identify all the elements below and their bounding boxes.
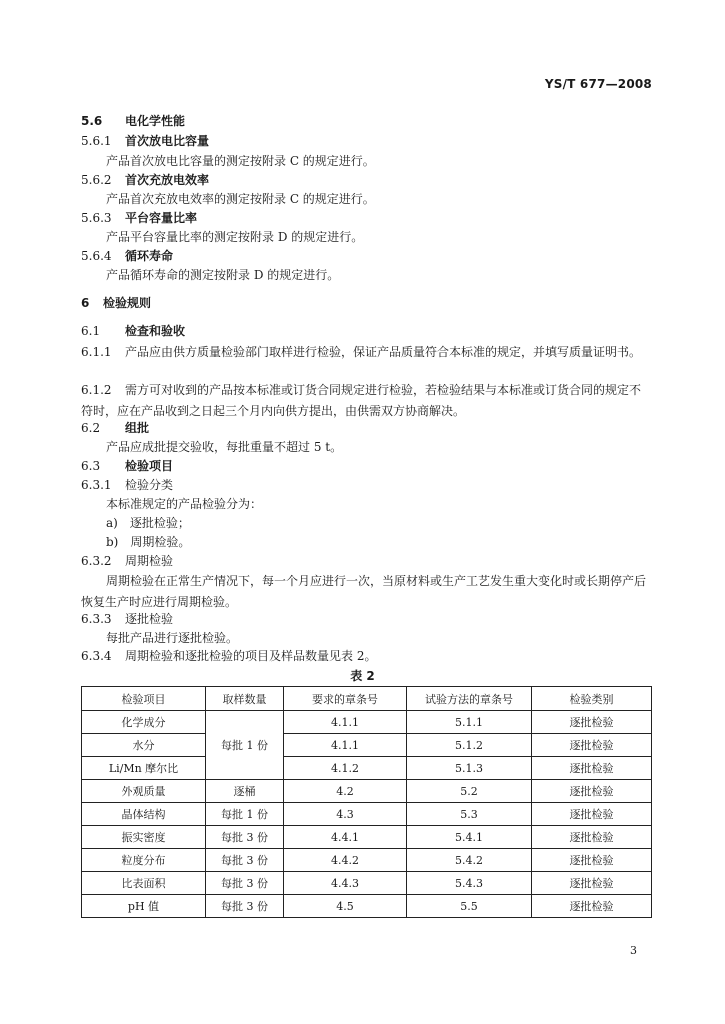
section-number: 6.1.1 — [81, 345, 112, 359]
cell-method: 5.2 — [407, 780, 532, 803]
paragraph: 产品平台容量比率的测定按附录 D 的规定进行。 — [106, 230, 364, 244]
section-5-6-2 — [81, 172, 651, 188]
section-number: 5.6.2 — [81, 173, 112, 187]
header-sample: 取样数量 — [206, 687, 284, 711]
cell-sample: 每批 3 份 — [206, 895, 284, 918]
section-number: 5.6.3 — [81, 211, 112, 225]
section-5-6-3 — [81, 210, 651, 226]
section-title: 检查和验收 — [125, 324, 186, 338]
cell-category: 逐批检验 — [532, 895, 652, 918]
paragraph: 产品首次放电比容量的测定按附录 C 的规定进行。 — [106, 154, 375, 168]
section-6-1-1 — [81, 342, 651, 363]
paragraph: 产品应由供方质量检验部门取样进行检验，保证产品质量符合本标准的规定，并填写质量证明书。 — [125, 345, 642, 359]
cell-item: 比表面积 — [82, 872, 206, 895]
cell-category: 逐批检验 — [532, 734, 652, 757]
cell-requirement: 4.5 — [284, 895, 407, 918]
section-6-1-2 — [81, 380, 651, 422]
cell-sample: 每批 3 份 — [206, 872, 284, 895]
section-number: 6.3 — [81, 459, 101, 473]
section-number: 6.1 — [81, 324, 101, 338]
section-number: 6.2 — [81, 421, 101, 435]
cell-category: 逐批检验 — [532, 803, 652, 826]
section-title: 周期检验 — [125, 554, 174, 568]
section-number: 6.3.3 — [81, 612, 112, 626]
header-requirement: 要求的章条号 — [284, 687, 407, 711]
paragraph: 周期检验在正常生产情况下，每一个月应进行一次，当原材料或生产工艺发生重大变化时或长期停产后恢复生产时应进行周期检验。 — [81, 574, 647, 609]
paragraph: 周期检验和逐批检验的项目及样品数量见表 2。 — [125, 649, 377, 663]
cell-sample: 每批 3 份 — [206, 849, 284, 872]
header-category: 检验类别 — [532, 687, 652, 711]
cell-item: 水分 — [82, 734, 206, 757]
paragraph: 产品应成批提交验收，每批重量不超过 5 t。 — [106, 440, 343, 454]
table-row — [82, 780, 652, 803]
cell-sample: 每批 3 份 — [206, 826, 284, 849]
cell-category: 逐批检验 — [532, 757, 652, 780]
cell-item: 外观质量 — [82, 780, 206, 803]
section-title: 首次放电比容量 — [125, 134, 210, 148]
paragraph: 每批产品进行逐批检验。 — [106, 631, 239, 645]
section-5-6-1 — [81, 133, 651, 149]
cell-method: 5.4.2 — [407, 849, 532, 872]
table-row — [82, 803, 652, 826]
cell-category: 逐批检验 — [532, 849, 652, 872]
section-title: 检验分类 — [125, 478, 174, 492]
cell-item: 粒度分布 — [82, 849, 206, 872]
cell-item: Li/Mn 摩尔比 — [82, 757, 206, 780]
cell-category: 逐批检验 — [532, 872, 652, 895]
section-number: 5.6 — [81, 114, 103, 128]
cell-method: 5.3 — [407, 803, 532, 826]
cell-sample: 逐桶 — [206, 780, 284, 803]
cell-requirement: 4.1.1 — [284, 734, 407, 757]
cell-requirement: 4.4.2 — [284, 849, 407, 872]
inspection-table — [81, 686, 652, 918]
cell-requirement: 4.1.2 — [284, 757, 407, 780]
section-number: 6.3.1 — [81, 478, 112, 492]
paragraph: 需方可对收到的产品按本标准或订货合同规定进行检验，若检验结果与本标准或订货合同的规定不符时，应在产品收到之日起三个月内向供方提出，由供需双方协商解决。 — [81, 383, 642, 418]
table-caption: 表 2 — [350, 669, 375, 683]
section-number: 6.1.2 — [81, 383, 112, 397]
table-header-row — [82, 687, 652, 711]
cell-method: 5.4.3 — [407, 872, 532, 895]
header-item: 检验项目 — [82, 687, 206, 711]
cell-item: 振实密度 — [82, 826, 206, 849]
cell-method: 5.1.3 — [407, 757, 532, 780]
cell-item: 化学成分 — [82, 711, 206, 734]
section-number: 6.3.2 — [81, 554, 112, 568]
table-row — [82, 711, 652, 734]
section-title: 检验项目 — [125, 459, 174, 473]
section-number: 5.6.1 — [81, 134, 112, 148]
cell-category: 逐批检验 — [532, 780, 652, 803]
section-6-3-2 — [81, 553, 651, 569]
cell-method: 5.1.2 — [407, 734, 532, 757]
cell-sample: 每批 1 份 — [206, 711, 284, 780]
cell-requirement: 4.2 — [284, 780, 407, 803]
paragraph: 产品循环寿命的测定按附录 D 的规定进行。 — [106, 268, 340, 282]
section-title: 循环寿命 — [125, 249, 174, 263]
section-title: 平台容量比率 — [125, 211, 198, 225]
paragraph: 产品首次充放电效率的测定按附录 C 的规定进行。 — [106, 192, 375, 206]
section-6 — [81, 295, 651, 311]
table-row — [82, 872, 652, 895]
cell-method: 5.5 — [407, 895, 532, 918]
table-row — [82, 826, 652, 849]
header-method: 试验方法的章条号 — [407, 687, 532, 711]
section-title: 检验规则 — [103, 296, 152, 310]
cell-method: 5.4.1 — [407, 826, 532, 849]
section-title: 电化学性能 — [125, 114, 186, 128]
page-number: 3 — [630, 944, 637, 957]
table-row — [82, 757, 652, 780]
section-number: 5.6.4 — [81, 249, 112, 263]
cell-item: 晶体结构 — [82, 803, 206, 826]
cell-requirement: 4.1.1 — [284, 711, 407, 734]
section-title: 组批 — [125, 421, 150, 435]
section-6-1 — [81, 323, 651, 339]
section-title: 首次充放电效率 — [125, 173, 210, 187]
cell-requirement: 4.3 — [284, 803, 407, 826]
table-row — [82, 895, 652, 918]
section-6-3-4 — [81, 648, 651, 664]
list-item: b) 周期检验。 — [106, 535, 191, 549]
section-6-2 — [81, 420, 651, 436]
paragraph: 本标准规定的产品检验分为： — [106, 497, 263, 511]
cell-category: 逐批检验 — [532, 711, 652, 734]
table-row — [82, 734, 652, 757]
cell-requirement: 4.4.1 — [284, 826, 407, 849]
section-6-3-3 — [81, 611, 651, 627]
section-6-3-1 — [81, 477, 651, 493]
standard-code: YS/T 677—2008 — [544, 77, 652, 91]
section-5-6-4 — [81, 248, 651, 264]
section-6-3 — [81, 458, 651, 474]
cell-item: pH 值 — [82, 895, 206, 918]
section-number: 6 — [81, 296, 90, 310]
cell-method: 5.1.1 — [407, 711, 532, 734]
list-item: a) 逐批检验； — [106, 516, 190, 530]
cell-sample: 每批 1 份 — [206, 803, 284, 826]
section-number: 6.3.4 — [81, 649, 112, 663]
cell-category: 逐批检验 — [532, 826, 652, 849]
table-row — [82, 849, 652, 872]
section-5-6 — [81, 113, 651, 129]
cell-requirement: 4.4.3 — [284, 872, 407, 895]
section-title: 逐批检验 — [125, 612, 174, 626]
